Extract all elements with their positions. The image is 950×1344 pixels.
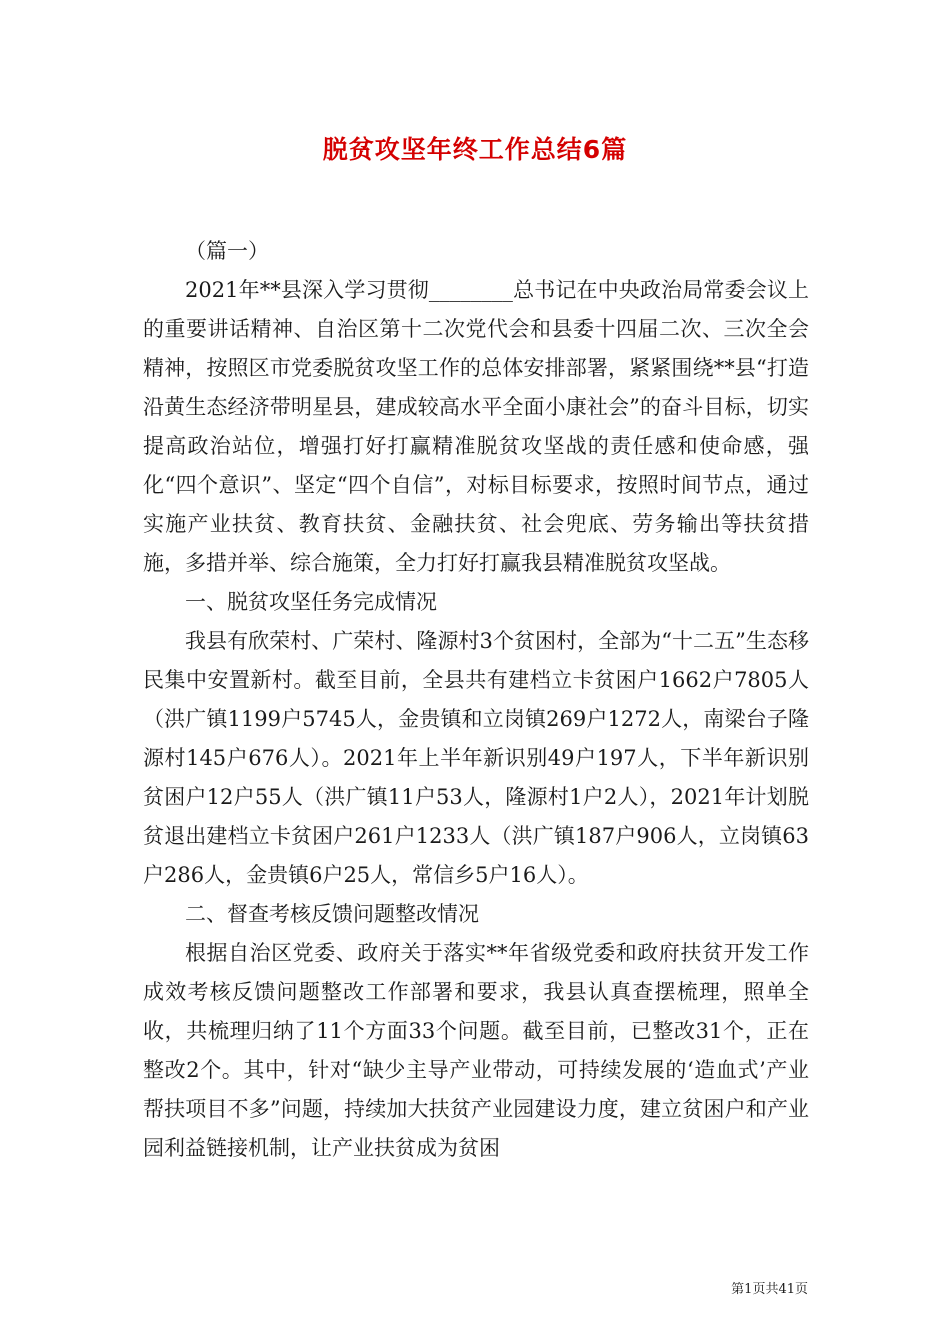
paragraph-task-status: 我县有欣荣村、广荣村、隆源村3个贫困村，全部为“十二五”生态移民集中安置新村。截至目前，全县共有建档立卡贫困户1662户7805人（洪广镇1199户5745人，金贵镇和立岗镇269户1272人，南梁台子隆源村145户676人）。2021年上半年新识别49户197人，下半年新识别贫困户12户55人（洪广镇11户53人，隆源村1户2人），2021年计划脱贫退出建档立卡贫困户261户1233人（洪广镇187户906人，立岗镇63户286人，金贵镇6户25人，常信乡5户16人）。 xyxy=(143,629,809,887)
paragraph-intro: 2021年**县深入学习贯彻________总书记在中央政治局常委会议上的重要讲话精神、自治区第十二次党代会和县委十四届二次、三次全会精神，按照区市党委脱贫攻坚工作的总体安排部署，紧紧围绕**县“打造沿黄生态经济带明星县，建成较高水平全面小康社会”的奋斗目标，切实提高政治站位，增强打好打赢精准脱贫攻坚战的责任感和使命感，强化“四个意识”、坚定“四个自信”，对标目标要求，按照时间节点，通过实施产业扶贫、教育扶贫、金融扶贫、社会兜底、劳务输出等扶贫措施，多措并举、综合施策，全力打好打赢我县精准脱贫攻坚战。 xyxy=(143,278,809,575)
paragraph-section-label: （篇一） xyxy=(185,239,269,263)
document-body xyxy=(143,232,809,1168)
page-number-footer: 第1页共41页 xyxy=(731,1282,808,1297)
heading-section-two: 二、督查考核反馈问题整改情况 xyxy=(185,902,479,926)
heading-section-one: 一、脱贫攻坚任务完成情况 xyxy=(185,590,437,614)
document-title: 脱贫攻坚年终工作总结6篇 xyxy=(322,135,628,164)
paragraph-rectification: 根据自治区党委、政府关于落实**年省级党委和政府扶贫开发工作成效考核反馈问题整改工作部署和要求，我县认真查摆梳理，照单全收，共梳理归纳了11个方面33个问题。截至目前，已整改31个，正在整改2个。其中，针对“缺少主导产业带动，可持续发展的‘造血式’产业帮扶项目不多”问题，持续加大扶贫产业园建设力度，建立贫困户和产业园利益链接机制，让产业扶贫成为贫困 xyxy=(143,941,809,1160)
